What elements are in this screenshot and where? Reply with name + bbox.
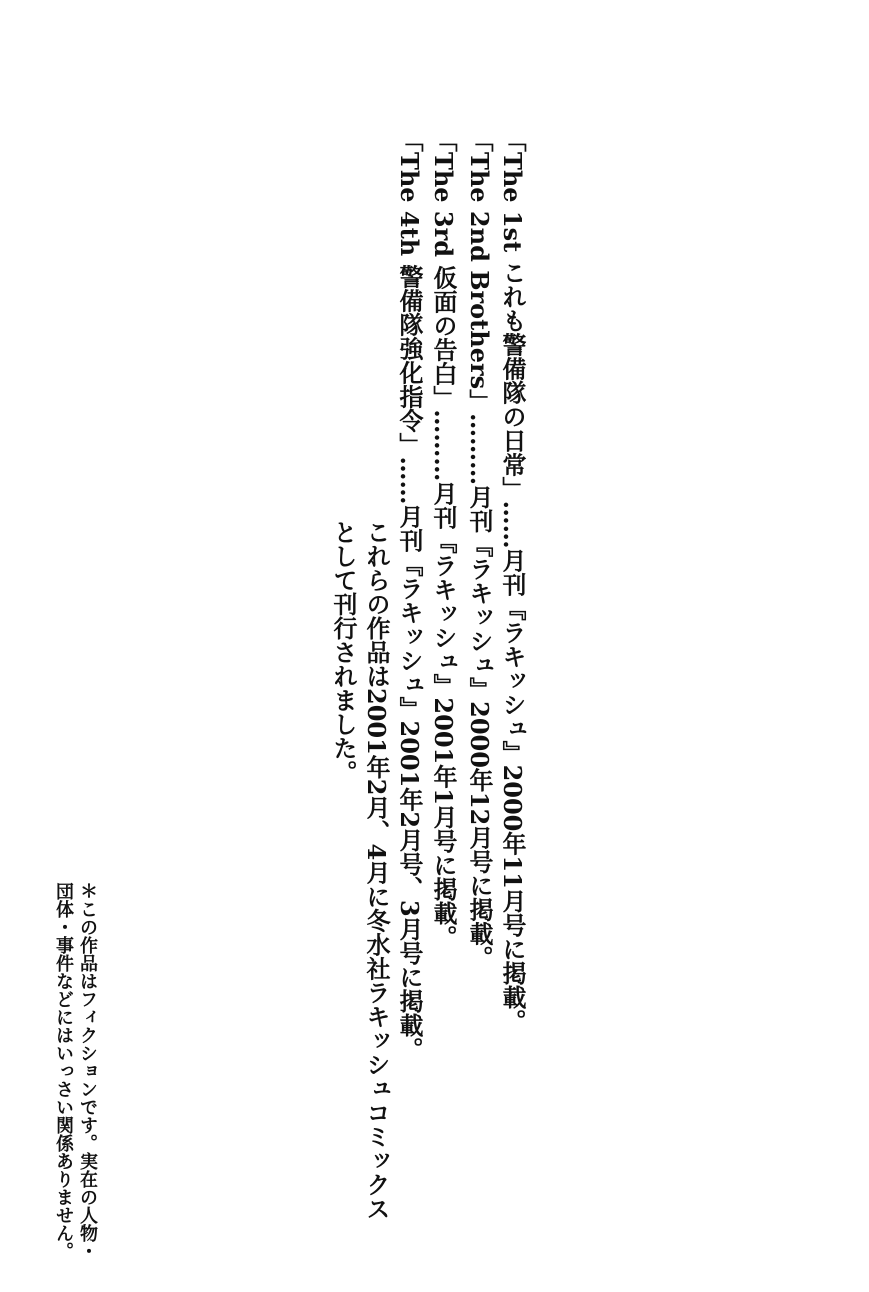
fiction-disclaimer-line-2: 団体・事件などにはいっさい関係ありません。: [53, 882, 74, 1260]
publication-note-line-2: として刊行されました。: [329, 520, 358, 784]
credit-line-the-1st: 「The 1st これも警備隊の日常」……月刊『ラキッシュ』2000年11月号に掲載。: [498, 128, 527, 1033]
credit-line-the-3rd: 「The 3rd 仮面の告白」………月刊『ラキッシュ』2001年1月号に掲載。: [429, 128, 458, 949]
credit-line-the-4th: 「The 4th 警備隊強化指令」……月刊『ラキッシュ』2001年2月号、3月号に掲載。: [395, 128, 424, 1061]
fiction-disclaimer-line-1: ＊この作品はフィクションです。実在の人物・: [77, 882, 98, 1260]
publication-note-line-1: これらの作品は2001年2月、4月に冬水社ラキッシュコミックス: [362, 520, 391, 1221]
credit-line-the-2nd: 「The 2nd Brothers」………月刊『ラキッシュ』2000年12月号に掲載。: [465, 128, 494, 970]
